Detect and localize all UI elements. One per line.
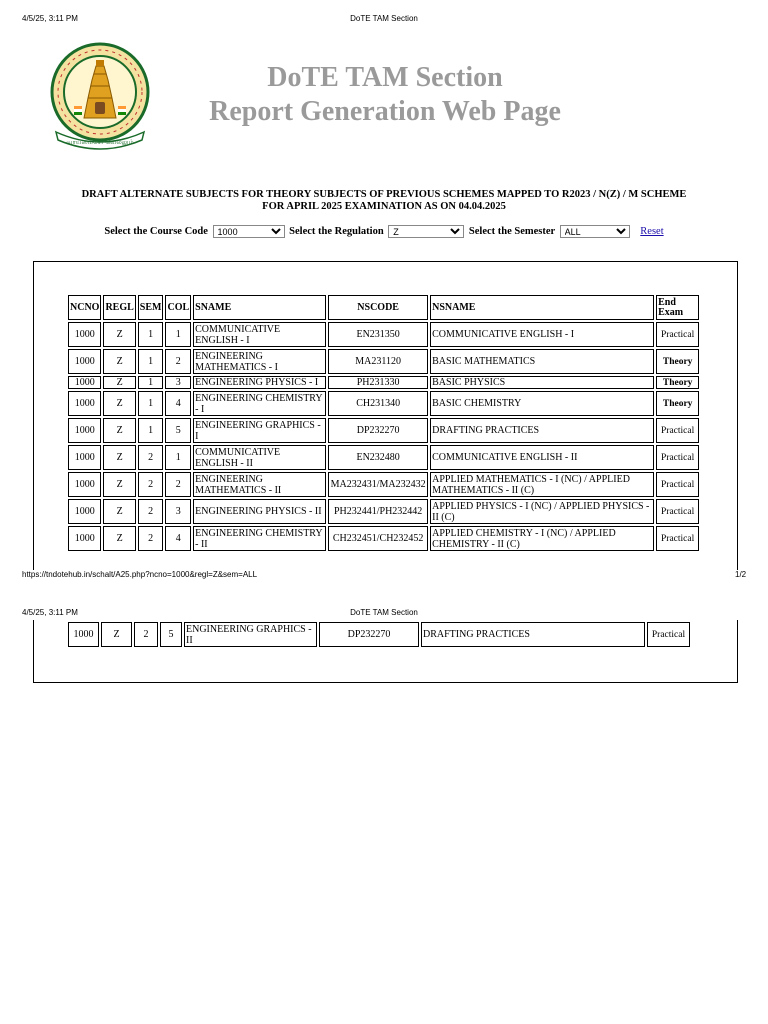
- regl-cell: Z: [103, 499, 135, 524]
- sname-cell: ENGINEERING MATHEMATICS - I: [193, 349, 326, 374]
- regl-cell: Z: [103, 349, 135, 374]
- nscode-cell: DP232270: [319, 622, 419, 647]
- print-title-page2: DoTE TAM Section: [350, 608, 418, 617]
- col-header: NSCODE: [328, 295, 428, 320]
- report-heading: [40, 189, 728, 213]
- regulation-select[interactable]: [388, 225, 464, 238]
- ncno-cell: 1000: [68, 322, 101, 347]
- sem-cell: 1: [138, 322, 164, 347]
- col-header: SEM: [138, 295, 164, 320]
- nscode-cell: MA232431/MA232432: [328, 472, 428, 497]
- table-row: [68, 526, 699, 551]
- sname-cell: ENGINEERING MATHEMATICS - II: [193, 472, 326, 497]
- col-header: NCNO: [68, 295, 101, 320]
- end-exam-cell: Practical: [656, 322, 699, 347]
- table-header-row: [68, 295, 699, 320]
- regl-cell: Z: [103, 445, 135, 470]
- ncno-cell: 1000: [68, 472, 101, 497]
- sem-cell: 1: [138, 349, 164, 374]
- sname-cell: ENGINEERING CHEMISTRY - II: [193, 526, 326, 551]
- nscode-cell: DP232270: [328, 418, 428, 443]
- col-cell: 1: [165, 445, 191, 470]
- sem-cell: 2: [138, 472, 164, 497]
- heading-line2: FOR APRIL 2025 EXAMINATION AS ON 04.04.2025: [262, 201, 506, 212]
- course-code-label: Select the Course Code: [104, 225, 208, 237]
- print-url: https://tndotehub.in/schalt/A25.php?ncno=1000&regl=Z&sem=ALL: [22, 570, 258, 579]
- table-row: [68, 376, 699, 389]
- col-header: NSNAME: [430, 295, 654, 320]
- nsname-cell: APPLIED MATHEMATICS - I (NC) / APPLIED MATHEMATICS - II (C): [430, 472, 654, 497]
- site-title-line1: DoTE TAM Section: [267, 62, 503, 93]
- ncno-cell: 1000: [68, 391, 101, 416]
- table-row: [68, 472, 699, 497]
- ncno-cell: 1000: [68, 526, 101, 551]
- regl-cell: Z: [103, 472, 135, 497]
- sem-cell: 1: [138, 391, 164, 416]
- regl-cell: Z: [103, 322, 135, 347]
- col-cell: 2: [165, 349, 191, 374]
- nscode-cell: PH232441/PH232442: [328, 499, 428, 524]
- col-cell: 2: [165, 472, 191, 497]
- table-row: [68, 391, 699, 416]
- results-table: [66, 293, 701, 553]
- page-number: 1/2: [735, 570, 747, 579]
- nsname-cell: BASIC MATHEMATICS: [430, 349, 654, 374]
- table-row: [68, 622, 690, 647]
- end-exam-cell: Practical: [656, 526, 699, 551]
- ncno-cell: 1000: [68, 418, 101, 443]
- print-title: DoTE TAM Section: [350, 14, 418, 23]
- nscode-cell: EN231350: [328, 322, 428, 347]
- regl-cell: Z: [101, 622, 132, 647]
- table-row: [68, 445, 699, 470]
- semester-select[interactable]: [560, 225, 630, 238]
- nscode-cell: CH231340: [328, 391, 428, 416]
- sname-cell: ENGINEERING CHEMISTRY - I: [193, 391, 326, 416]
- logo-caption: வாய்மையே வெல்லும்: [66, 138, 134, 146]
- sem-cell: 2: [138, 445, 164, 470]
- ncno-cell: 1000: [68, 622, 99, 647]
- col-header: COL: [165, 295, 191, 320]
- ncno-cell: 1000: [68, 499, 101, 524]
- col-cell: 5: [165, 418, 191, 443]
- col-cell: 3: [165, 499, 191, 524]
- end-exam-cell: Theory: [656, 349, 699, 374]
- end-exam-cell: Theory: [656, 376, 699, 389]
- sname-cell: ENGINEERING GRAPHICS - II: [184, 622, 317, 647]
- results-panel: [33, 261, 738, 570]
- end-exam-cell: Practical: [656, 499, 699, 524]
- heading-line1: DRAFT ALTERNATE SUBJECTS FOR THEORY SUBJECTS OF PREVIOUS SCHEMES MAPPED TO R2023 / N(Z) / M SCHEME: [81, 189, 687, 200]
- end-exam-cell: Practical: [656, 445, 699, 470]
- ncno-cell: 1000: [68, 349, 101, 374]
- table-row: [68, 349, 699, 374]
- results-table-page2: [66, 620, 692, 649]
- results-panel-page2: [33, 620, 738, 683]
- end-exam-cell: Theory: [656, 391, 699, 416]
- nsname-cell: DRAFTING PRACTICES: [430, 418, 654, 443]
- tamil-nadu-emblem-logo: [44, 40, 156, 152]
- reset-link[interactable]: Reset: [640, 225, 664, 237]
- table-row: [68, 322, 699, 347]
- col-header: SNAME: [193, 295, 326, 320]
- nsname-cell: COMMUNICATIVE ENGLISH - I: [430, 322, 654, 347]
- sem-cell: 1: [138, 418, 164, 443]
- semester-label: Select the Semester: [468, 225, 556, 237]
- course-code-select[interactable]: [213, 225, 285, 238]
- end-exam-cell: Practical: [656, 418, 699, 443]
- col-header: REGL: [103, 295, 135, 320]
- col-cell: 4: [165, 391, 191, 416]
- nsname-cell: APPLIED PHYSICS - I (NC) / APPLIED PHYSICS - II (C): [430, 499, 654, 524]
- table-row: [68, 418, 699, 443]
- nscode-cell: CH232451/CH232452: [328, 526, 428, 551]
- nsname-cell: BASIC CHEMISTRY: [430, 391, 654, 416]
- nsname-cell: BASIC PHYSICS: [430, 376, 654, 389]
- col-cell: 4: [165, 526, 191, 551]
- regl-cell: Z: [103, 526, 135, 551]
- end-exam-cell: Practical: [647, 622, 690, 647]
- nscode-cell: PH231330: [328, 376, 428, 389]
- ncno-cell: 1000: [68, 445, 101, 470]
- site-title-line2: Report Generation Web Page: [209, 96, 561, 127]
- print-date-page2: 4/5/25, 3:11 PM: [22, 608, 78, 617]
- nsname-cell: DRAFTING PRACTICES: [421, 622, 645, 647]
- sem-cell: 2: [134, 622, 158, 647]
- sname-cell: COMMUNICATIVE ENGLISH - I: [193, 322, 326, 347]
- regl-cell: Z: [103, 418, 135, 443]
- col-cell: 3: [165, 376, 191, 389]
- filter-controls: [0, 225, 768, 238]
- col-cell: 1: [165, 322, 191, 347]
- nscode-cell: MA231120: [328, 349, 428, 374]
- ncno-cell: 1000: [68, 376, 101, 389]
- sname-cell: COMMUNICATIVE ENGLISH - II: [193, 445, 326, 470]
- regl-cell: Z: [103, 376, 135, 389]
- nscode-cell: EN232480: [328, 445, 428, 470]
- sem-cell: 1: [138, 376, 164, 389]
- table-row: [68, 499, 699, 524]
- sname-cell: ENGINEERING PHYSICS - II: [193, 499, 326, 524]
- nsname-cell: APPLIED CHEMISTRY - I (NC) / APPLIED CHEMISTRY - II (C): [430, 526, 654, 551]
- regl-cell: Z: [103, 391, 135, 416]
- sname-cell: ENGINEERING GRAPHICS - I: [193, 418, 326, 443]
- col-cell: 5: [160, 622, 182, 647]
- regulation-label: Select the Regulation: [289, 225, 384, 237]
- print-date: 4/5/25, 3:11 PM: [22, 14, 78, 23]
- sem-cell: 2: [138, 526, 164, 551]
- nsname-cell: COMMUNICATIVE ENGLISH - II: [430, 445, 654, 470]
- sem-cell: 2: [138, 499, 164, 524]
- sname-cell: ENGINEERING PHYSICS - I: [193, 376, 326, 389]
- col-header: End Exam: [656, 295, 699, 320]
- end-exam-cell: Practical: [656, 472, 699, 497]
